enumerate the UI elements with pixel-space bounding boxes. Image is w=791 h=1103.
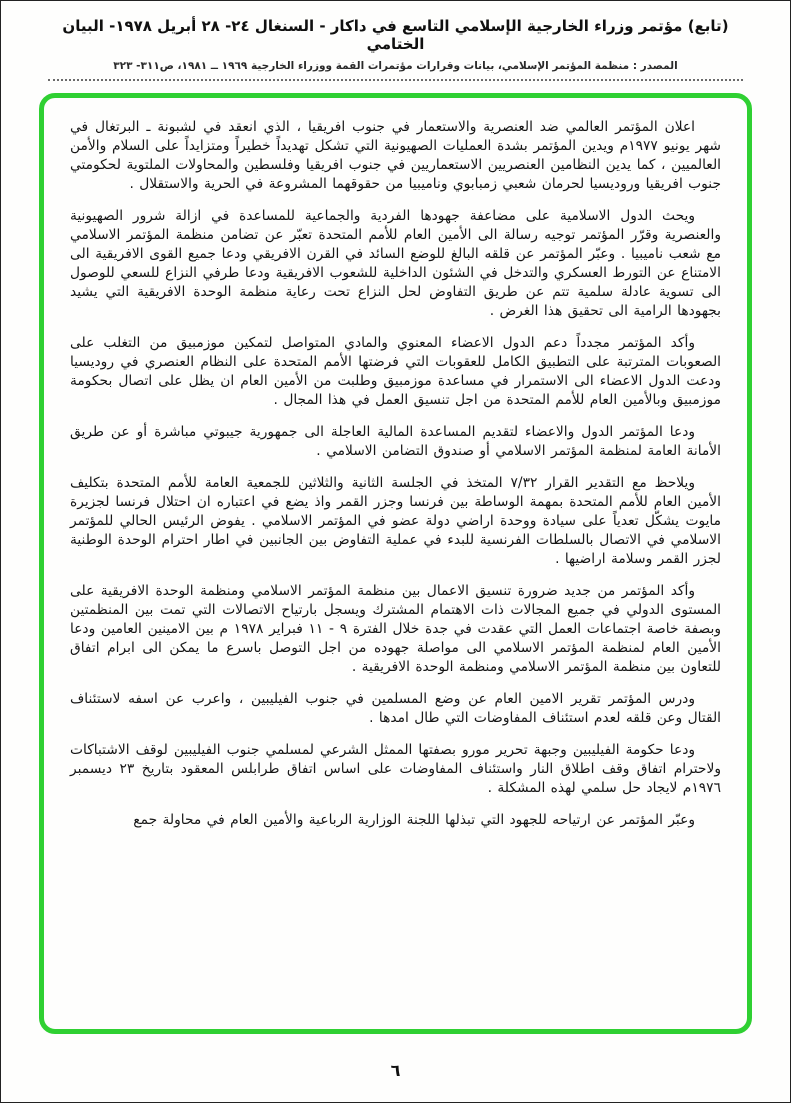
body-paragraph: وعبّر المؤتمر عن ارتياحه للجهود التي تبذلها اللجنة الوزارية الرباعية والأمين العام في محاولة جمع [133, 812, 695, 828]
header-divider [48, 77, 742, 81]
body-paragraph: وأكد المؤتمر مجدداً دعم الدول الاعضاء المعنوي والمادي المتواصل لتمكين موزمبيق من التغلب على الصعوبات المترتبة على التطبيق الكامل للعقوبات التي فرضتها الأمم المتحدة على النظام العنصري في روديسيا ودعت الدول الاعضاء الى الاستمرار في مساعدة موزمبيق وطلبت من الأمين العام ان يظل على اتصال بحكومة موزمبيق وبالأمين العام للأمم المتحدة من اجل تنسيق العمل في هذا المجال . [70, 335, 721, 408]
highlighted-text-region [39, 93, 752, 1034]
body-paragraph: ودعا حكومة الفيليبين وجبهة تحرير مورو بصفتها الممثل الشرعي لمسلمي جنوب الفيليبين لوقف الاشتباكات ولاحترام اتفاق وقف اطلاق النار واستئناف المفاوضات على اساس اتفاق طرابلس المعقود بتاريخ ٢٣ ديسمبر ١٩٧٦م لايجاد حل سلمي لهذه المشكلة . [70, 742, 721, 796]
document-title: (تابع) مؤتمر وزراء الخارجية الإسلامي التاسع في داكار - السنغال ٢٤- ٢٨ أبريل ١٩٧٨- البيان الختامي [62, 17, 729, 53]
body-paragraph: ويحث الدول الاسلامية على مضاعفة جهودها الفردية والجماعية للمساعدة في ازالة شرور الصهيونية والعنصرية وقرّر المؤتمر توجيه رسالة الى الأمين العام للأمم المتحدة تعبّر عن تضامن منظمة المؤتمر الاسلامي مع شعب ناميبيا . وعبّر المؤتمر عن قلقه البالغ للوضع السائد في القرن الافريقي ودعا جميع القوى الافريقية الى الامتناع عن التورط العسكري والتدخل في الشئون الداخلية للشعوب الافريقية ودعا طرفي النزاع للسعي للوصول الى تسوية عادلة سلمية تتم عن طريق التفاوض لحل النزاع تحت رعاية منظمة الوحدة الافريقية التي يشيد بجهودها الرامية الى تحقيق هذا الغرض . [70, 208, 721, 319]
body-paragraph: ودرس المؤتمر تقرير الامين العام عن وضع المسلمين في جنوب الفيليبين ، واعرب عن اسفه لاستئناف القتال وعن قلقه لعدم استئناف المفاوضات التي طال امدها . [70, 691, 721, 726]
page-number: ٦ [390, 1061, 401, 1080]
page-footer [1, 1061, 790, 1080]
body-paragraph: ودعا المؤتمر الدول والاعضاء لتقديم المساعدة المالية العاجلة الى جمهورية جيبوتي مباشرة أو عن طريق الأمانة العامة لمنظمة المؤتمر الاسلامي أو صندوق التضامن الاسلامي . [70, 424, 721, 459]
body-paragraph: ويلاحظ مع التقدير القرار ٧/٣٢ المتخذ في الجلسة الثانية والثلاثين للجمعية العامة للأمم المتحدة بتكليف الأمين العام للأمم المتحدة بمهمة الوساطة بين فرنسا وجزر القمر واذ يضع في اعتباره ان احتلال فرنسا لجزيرة مايوت يشكّل تعدياً على سيادة ووحدة اراضي دولة عضو في المؤتمر الاسلامي . يفوض الرئيس الحالي للمؤتمر الاسلامي في الاتصال بالسلطات الفرنسية للبدء في عملية التفاوض بين الجانبين في اطار احترام الوحدة الوطنية لجزر القمر وسلامة اراضيها . [70, 475, 721, 567]
body-paragraph: اعلان المؤتمر العالمي ضد العنصرية والاستعمار في جنوب افريقيا ، الذي انعقد في لشبونة ـ البرتغال في شهر يونيو ١٩٧٧م ويدين المؤتمر بشدة العمليات الصهيونية التي تشكل تهديداً خطيراً ومتزايداً على السلام والأمن العالميين ، كما يدين النظامين العنصريين الاستعماريين في جنوب افريقيا وفلسطين والمحاولات الملتوية لحكومتي جنوب افريقيا وروديسيا لحرمان شعبي زمبابوي وناميبيا من حقوقهما المشروعة في الحرية والاستقلال . [70, 119, 721, 192]
page-header [1, 1, 790, 81]
source-line: المصدر : منظمة المؤتمر الإسلامي، بيانات وقرارات مؤتمرات القمة ووزراء الخارجية ١٩٦٩ ــ ١٩٨١، ص٣١١- ٣٢٣ [113, 60, 678, 72]
body-paragraph: وأكد المؤتمر من جديد ضرورة تنسيق الاعمال بين منظمة المؤتمر الاسلامي ومنظمة الوحدة الافريقية على المستوى الدولي في جميع المجالات ذات الاهتمام المشترك ويسجل بارتياح الاتصالات التي تمت بين المنظمتين وبصفة خاصة اجتماعات العمل التي عقدت في جدة خلال الفترة ٩ - ١١ فبراير ١٩٧٨ م بين الامينين العامين ودعا الأمين العام لمنظمة المؤتمر الاسلامي الى مواصلة جهوده من اجل التوصل باسرع ما يمكن الى ابرام اتفاق للتعاون بين منظمة المؤتمر الاسلامي ومنظمة الوحدة الافريقية . [70, 583, 722, 675]
